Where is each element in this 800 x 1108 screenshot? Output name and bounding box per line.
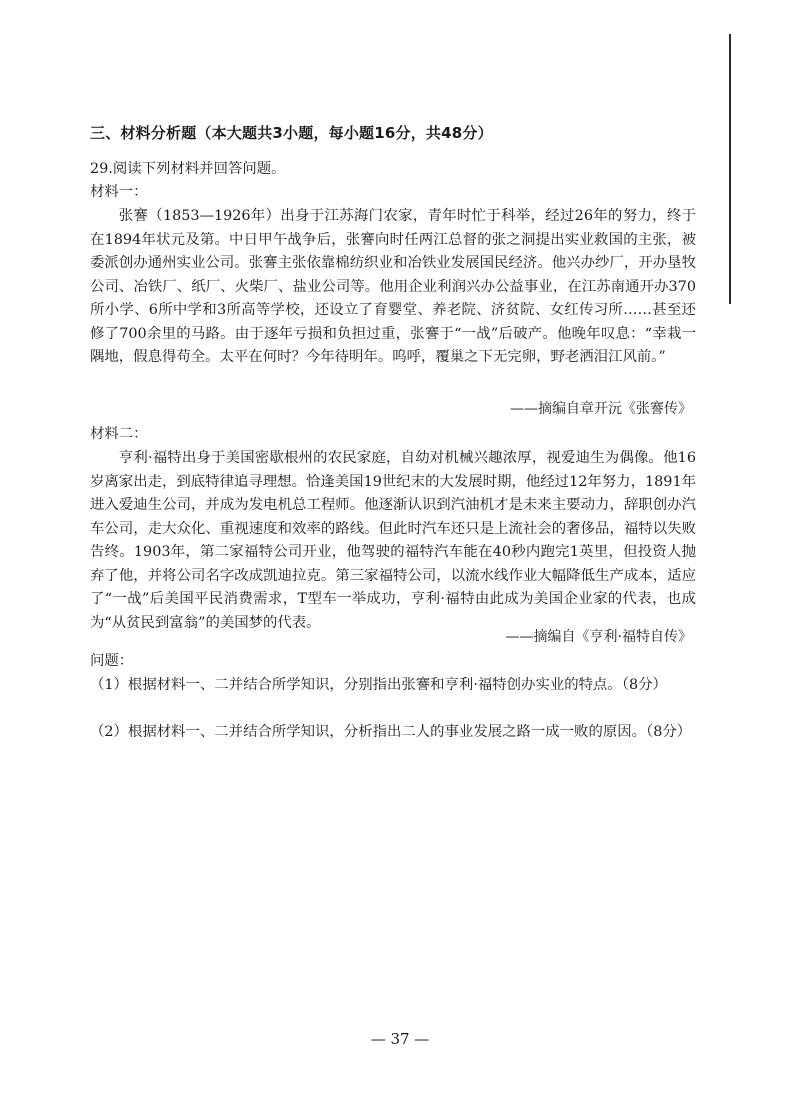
scan-edge-line	[729, 34, 731, 304]
page-number: — 37 —	[370, 1030, 430, 1048]
questions-label: 问题：	[90, 653, 134, 669]
material1-source: ——摘编自章开沅《张謇传》	[510, 401, 692, 417]
material1-text: 张謇（1853—1926年）出身于江苏海门农家，青年时忙于科举，经过26年的努力，终于在1894年状元及第。中日甲午战争后，张謇向时任两江总督的张之洞提出实业救国的主张，被委派创办通州实业公司。张謇主张依靠棉纺织业和冶铁业发展国民经济。他兴办纱厂，开办垦牧公司、冶铁厂、纸厂、火柴厂、盐业公司等。他用企业利润兴办公益事业，在江苏南通开办370所小学、6所中学和3所高等学校，还设立了育婴堂、养老院、济贫院、女红传习所……甚至还修了700余里的马路。由于逐年亏损和负担过重，张謇于“一战”后破产。他晚年叹息：“幸栽一隅地，假息得苟全。太平在何时？今年待明年。呜呼，覆巢之下无完卵，野老洒泪江风前。”	[90, 208, 696, 365]
question-2: （2）根据材料一、二并结合所学知识，分析指出二人的事业发展之路一成一败的原因。（8分）	[90, 724, 692, 740]
material2-text: 亨利·福特出身于美国密歇根州的农民家庭，自幼对机械兴趣浓厚，视爱迪生为偶像。他16岁离家出走，到底特律追寻理想。恰逢美国19世纪末的大发展时期，他经过12年努力，1891年进入爱迪生公司，并成为发电机总工程师。他逐渐认识到汽油机才是未来主要动力，辞职创办汽车公司，走大众化、重视速度和效率的路线。但此时汽车还只是上流社会的奢侈品，福特以失败告终。1903年，第二家福特公司开业，他驾驶的福特汽车能在40秒内跑完1英里，但投资人抛弃了他，并将公司名字改成凯迪拉克。第三家福特公司，以流水线作业大幅降低生产成本，适应了“一战”后美国平民消费需求，T型车一举成功，亨利·福特由此成为美国企业家的代表，也成为“从贫民到富翁”的美国梦的代表。	[90, 450, 696, 631]
material1-label: 材料一：	[90, 184, 148, 200]
material2-label: 材料二：	[90, 426, 148, 442]
question-1: （1）根据材料一、二并结合所学知识，分别指出张謇和亨利·福特创办实业的特点。（8分）	[90, 677, 667, 693]
material2-source: ——摘编自《亨利·福特自传》	[505, 629, 692, 645]
section-heading: 三、材料分析题（本大题共3小题，每小题16分，共48分）	[90, 124, 493, 142]
question-intro: 29.阅读下列材料并回答问题。	[90, 161, 286, 177]
